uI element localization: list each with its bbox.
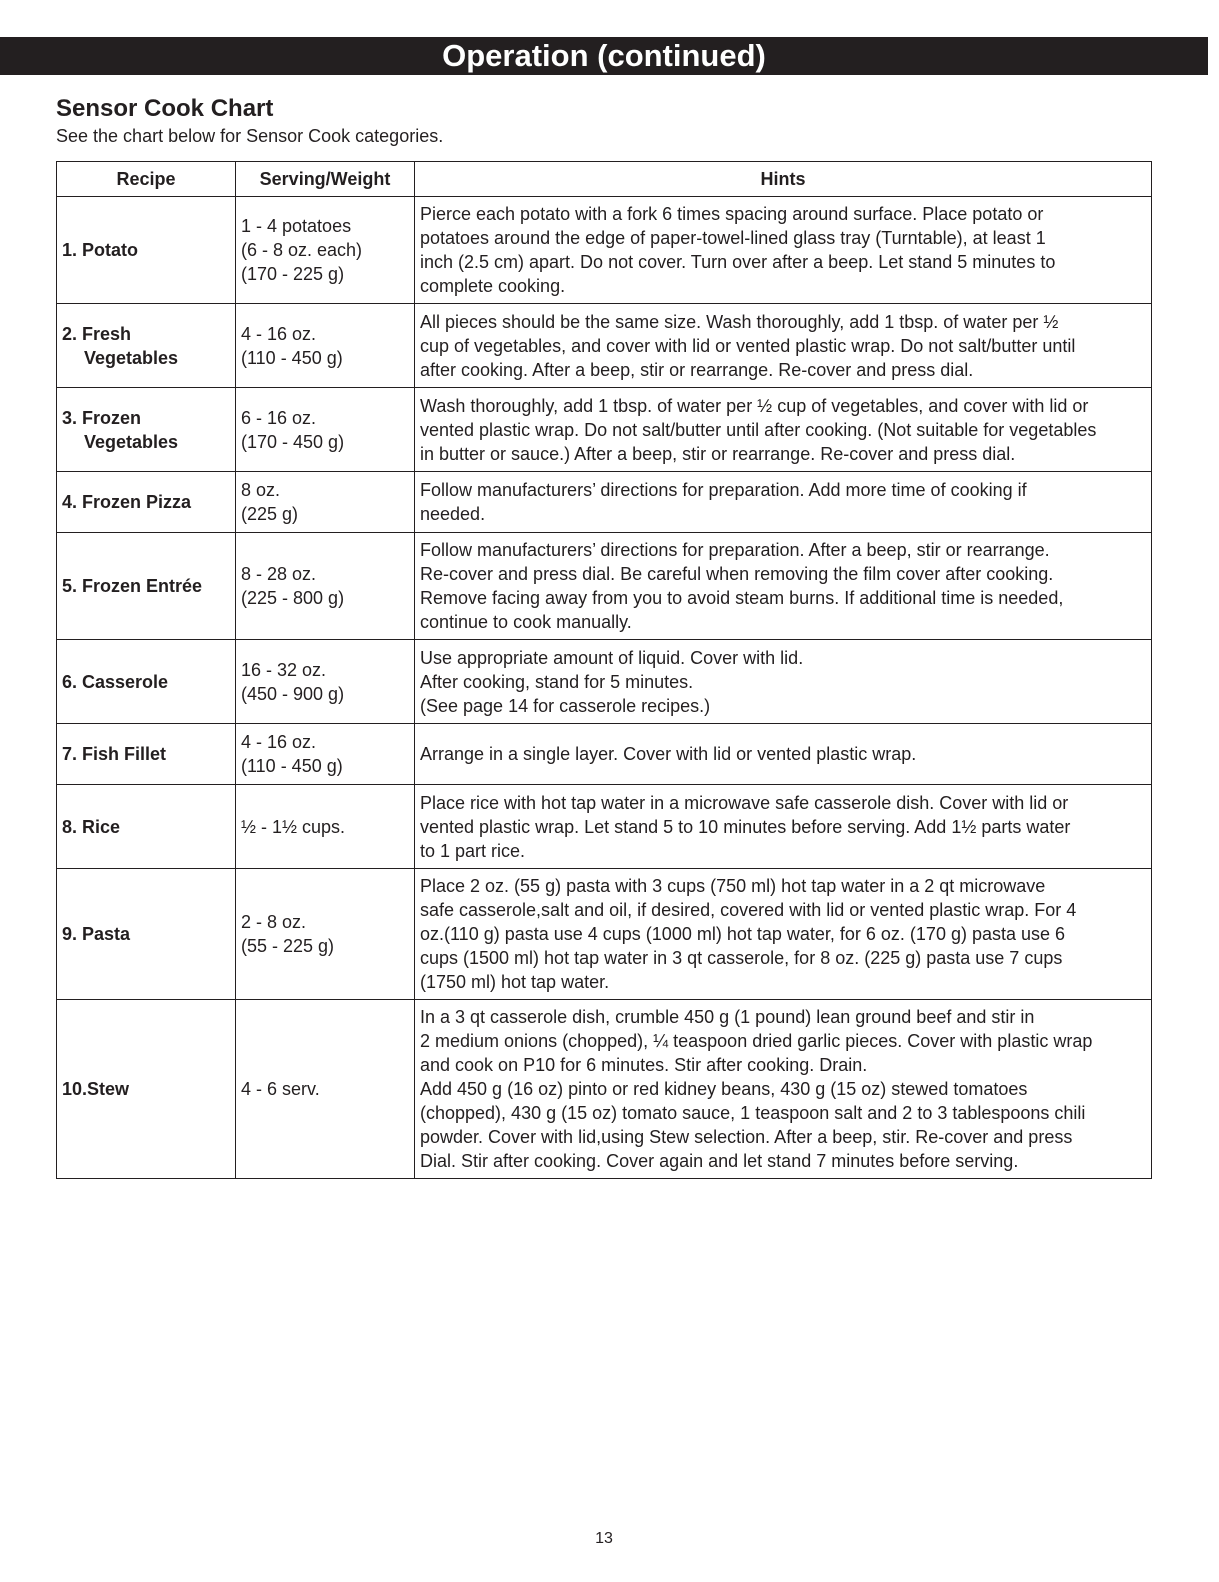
recipe-cell: [57, 785, 236, 869]
serving-cell: [236, 785, 415, 869]
hints-cell-line: safe casserole,salt and oil, if desired, covered with lid or vented plastic wrap. For 4: [420, 900, 1077, 920]
serving-cell: [236, 388, 415, 472]
recipe-cell: [57, 388, 236, 472]
recipe-cell-line: 6. Casserole: [62, 671, 169, 692]
serving-cell: [236, 724, 415, 785]
hints-cell-line: potatoes around the edge of paper-towel-lined glass tray (Turntable), at least 1: [420, 228, 1046, 248]
hints-cell-line: Pierce each potato with a fork 6 times spacing around surface. Place potato or: [420, 204, 1044, 224]
serving-cell-line: (110 - 450 g): [241, 756, 343, 776]
recipe-cell: [57, 533, 236, 640]
hints-cell-line: Place 2 oz. (55 g) pasta with 3 cups (750 ml) hot tap water in a 2 qt microwave: [420, 876, 1046, 896]
table-row: [57, 1000, 1152, 1179]
hints-cell-line: Place rice with hot tap water in a microwave safe casserole dish. Cover with lid or: [420, 792, 1069, 813]
serving-cell: [236, 197, 415, 304]
sensor-cook-table: [56, 161, 1152, 1179]
recipe-cell: [57, 197, 236, 304]
table-row: [57, 785, 1152, 869]
section-title: Sensor Cook Chart: [56, 95, 274, 122]
table-row: [57, 472, 1152, 533]
hints-cell-line: (1750 ml) hot tap water.: [420, 972, 610, 992]
hints-cell-line: Re-cover and press dial. Be careful when removing the film cover after cooking.: [420, 564, 1054, 584]
table-row: [57, 869, 1152, 1000]
table-row: [57, 533, 1152, 640]
recipe-cell: [57, 304, 236, 388]
hints-cell-line: Add 450 g (16 oz) pinto or red kidney beans, 430 g (15 oz) stewed tomatoes: [420, 1079, 1028, 1099]
table-header-row: [57, 162, 1152, 197]
table-row: [57, 388, 1152, 472]
table-row: [57, 197, 1152, 304]
serving-cell-line: (225 g): [241, 504, 299, 524]
recipe-cell-line: Vegetables: [84, 431, 179, 452]
serving-cell-line: 6 - 16 oz.: [241, 407, 317, 428]
page-header-title: Operation (continued): [442, 38, 766, 73]
recipe-cell-line: 3. Frozen: [62, 407, 142, 428]
serving-cell-line: 4 - 16 oz.: [241, 732, 317, 752]
table-row: [57, 640, 1152, 724]
hints-cell: [415, 533, 1152, 640]
recipe-cell-line: 5. Frozen Entrée: [62, 576, 203, 596]
serving-cell-line: (450 - 900 g): [241, 683, 345, 704]
serving-cell: [236, 640, 415, 724]
recipe-cell-line: 7. Fish Fillet: [62, 744, 167, 764]
hints-cell: [415, 869, 1152, 1000]
page-header-bar: [0, 37, 1208, 75]
column-header-hints: Hints: [415, 162, 1152, 197]
table-row: [57, 724, 1152, 785]
recipe-cell: [57, 1000, 236, 1179]
hints-cell: [415, 785, 1152, 869]
serving-cell-line: ½ - 1½ cups.: [241, 816, 346, 837]
hints-cell-line: Follow manufacturers’ directions for preparation. Add more time of cooking if: [420, 480, 1027, 500]
serving-cell: [236, 304, 415, 388]
serving-cell-line: (170 - 450 g): [241, 431, 345, 452]
recipe-cell-line: 10.Stew: [62, 1079, 130, 1099]
hints-cell-line: cup of vegetables, and cover with lid or vented plastic wrap. Do not salt/butter until: [420, 335, 1076, 356]
hints-cell-line: vented plastic wrap. Do not salt/butter until after cooking. (Not suitable for vegetables: [420, 419, 1097, 440]
hints-cell: [415, 304, 1152, 388]
recipe-cell: [57, 472, 236, 533]
hints-cell-line: continue to cook manually.: [420, 612, 632, 632]
serving-cell-line: 4 - 6 serv.: [241, 1079, 320, 1099]
serving-cell: [236, 533, 415, 640]
hints-cell: [415, 724, 1152, 785]
hints-cell-line: inch (2.5 cm) apart. Do not cover. Turn over after a beep. Let stand 5 minutes to: [420, 252, 1056, 272]
hints-cell-line: powder. Cover with lid,using Stew selection. After a beep, stir. Re-cover and press: [420, 1127, 1073, 1147]
hints-cell-line: cups (1500 ml) hot tap water in 3 qt casserole, for 8 oz. (225 g) pasta use 7 cups: [420, 948, 1063, 968]
hints-cell-line: Dial. Stir after cooking. Cover again and let stand 7 minutes before serving.: [420, 1151, 1019, 1171]
section-subtitle: See the chart below for Sensor Cook categories.: [56, 126, 444, 146]
hints-cell-line: in butter or sauce.) After a beep, stir or rearrange. Re-cover and press dial.: [420, 443, 1016, 464]
recipe-cell-line: 9. Pasta: [62, 924, 131, 944]
serving-cell-line: (110 - 450 g): [241, 347, 343, 368]
recipe-cell-line: Vegetables: [84, 347, 179, 368]
recipe-cell-line: 2. Fresh: [62, 323, 132, 344]
hints-cell-line: Follow manufacturers’ directions for preparation. After a beep, stir or rearrange.: [420, 540, 1050, 560]
hints-cell: [415, 197, 1152, 304]
hints-cell-line: after cooking. After a beep, stir or rearrange. Re-cover and press dial.: [420, 359, 974, 380]
serving-cell-line: 2 - 8 oz.: [241, 912, 307, 932]
hints-cell-line: Remove facing away from you to avoid steam burns. If additional time is needed,: [420, 588, 1064, 608]
recipe-cell-line: 4. Frozen Pizza: [62, 492, 192, 512]
hints-cell-line: After cooking, stand for 5 minutes.: [420, 671, 694, 692]
hints-cell: [415, 1000, 1152, 1179]
column-header-serving: Serving/Weight: [236, 162, 415, 197]
recipe-cell-line: 1. Potato: [62, 240, 139, 260]
hints-cell-line: Wash thoroughly, add 1 tbsp. of water per ½ cup of vegetables, and cover with lid or: [420, 395, 1089, 416]
recipe-cell: [57, 869, 236, 1000]
serving-cell: [236, 869, 415, 1000]
serving-cell-line: (6 - 8 oz. each): [241, 240, 363, 260]
hints-cell-line: to 1 part rice.: [420, 840, 526, 861]
hints-cell: [415, 640, 1152, 724]
serving-cell-line: (170 - 225 g): [241, 264, 345, 284]
serving-cell: [236, 1000, 415, 1179]
serving-cell-line: 8 - 28 oz.: [241, 564, 317, 584]
hints-cell-line: 2 medium onions (chopped), ¼ teaspoon dried garlic pieces. Cover with plastic wrap: [420, 1031, 1093, 1051]
recipe-cell-line: 8. Rice: [62, 816, 121, 837]
serving-cell-line: 16 - 32 oz.: [241, 659, 327, 680]
hints-cell-line: Arrange in a single layer. Cover with lid or vented plastic wrap.: [420, 744, 917, 764]
hints-cell: [415, 388, 1152, 472]
column-header-recipe: Recipe: [57, 162, 236, 197]
hints-cell: [415, 472, 1152, 533]
serving-cell-line: (55 - 225 g): [241, 936, 335, 956]
serving-cell: [236, 472, 415, 533]
hints-cell-line: (chopped), 430 g (15 oz) tomato sauce, 1 teaspoon salt and 2 to 3 tablespoons chili: [420, 1103, 1086, 1123]
hints-cell-line: needed.: [420, 504, 486, 524]
hints-cell-line: complete cooking.: [420, 276, 566, 296]
hints-cell-line: and cook on P10 for 6 minutes. Stir after cooking. Drain.: [420, 1055, 868, 1075]
hints-cell-line: oz.(110 g) pasta use 4 cups (1000 ml) hot tap water, for 6 oz. (170 g) pasta use 6: [420, 924, 1066, 944]
hints-cell-line: In a 3 qt casserole dish, crumble 450 g (1 pound) lean ground beef and stir in: [420, 1007, 1035, 1027]
hints-cell-line: Use appropriate amount of liquid. Cover with lid.: [420, 647, 804, 668]
hints-cell-line: (See page 14 for casserole recipes.): [420, 695, 711, 716]
serving-cell-line: 8 oz.: [241, 480, 281, 500]
serving-cell-line: 4 - 16 oz.: [241, 323, 317, 344]
recipe-cell: [57, 640, 236, 724]
serving-cell-line: (225 - 800 g): [241, 588, 345, 608]
recipe-cell: [57, 724, 236, 785]
hints-cell-line: All pieces should be the same size. Wash thoroughly, add 1 tbsp. of water per ½: [420, 311, 1059, 332]
hints-cell-line: vented plastic wrap. Let stand 5 to 10 minutes before serving. Add 1½ parts water: [420, 816, 1071, 837]
table-row: [57, 304, 1152, 388]
serving-cell-line: 1 - 4 potatoes: [241, 216, 352, 236]
page-number: 13: [595, 1530, 613, 1547]
table-body: [57, 197, 1152, 1179]
